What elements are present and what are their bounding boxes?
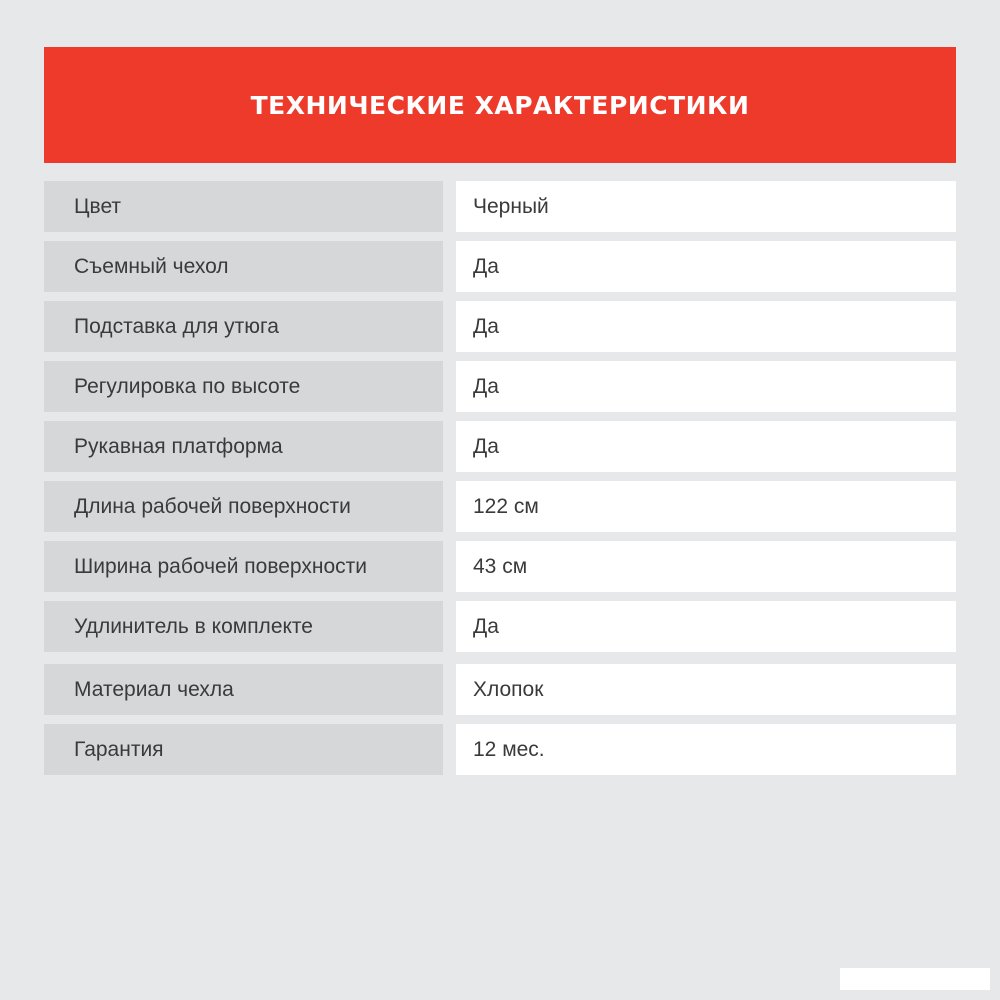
spec-label: Длина рабочей поверхности [44,481,443,532]
spec-value: Да [456,601,956,652]
spec-label: Ширина рабочей поверхности [44,541,443,592]
spec-label: Удлинитель в комплекте [44,601,443,652]
spec-label: Регулировка по высоте [44,361,443,412]
spec-row-surface-width [44,541,956,592]
spec-value: Да [456,421,956,472]
spec-value: Хлопок [456,664,956,715]
spec-row-color [44,181,956,232]
spec-label: Рукавная платформа [44,421,443,472]
spec-row-height-adjust [44,361,956,412]
spec-title: ТЕХНИЧЕСКИЕ ХАРАКТЕРИСТИКИ [250,90,750,120]
spec-table [44,181,956,784]
spec-row-surface-length [44,481,956,532]
spec-label: Подставка для утюга [44,301,443,352]
spec-row-iron-rest [44,301,956,352]
spec-value: Да [456,241,956,292]
spec-row-sleeve-board [44,421,956,472]
spec-value: 122 см [456,481,956,532]
spec-value: Да [456,301,956,352]
spec-label: Материал чехла [44,664,443,715]
spec-value: 43 см [456,541,956,592]
spec-row-warranty [44,724,956,775]
spec-value: Черный [456,181,956,232]
spec-row-removable-cover [44,241,956,292]
spec-header [44,47,956,163]
spec-row-cover-material [44,664,956,715]
spec-label: Гарантия [44,724,443,775]
spec-row-extension-cord [44,601,956,652]
spec-value: Да [456,361,956,412]
corner-patch [840,968,990,990]
spec-label: Съемный чехол [44,241,443,292]
spec-value: 12 мес. [456,724,956,775]
spec-label: Цвет [44,181,443,232]
